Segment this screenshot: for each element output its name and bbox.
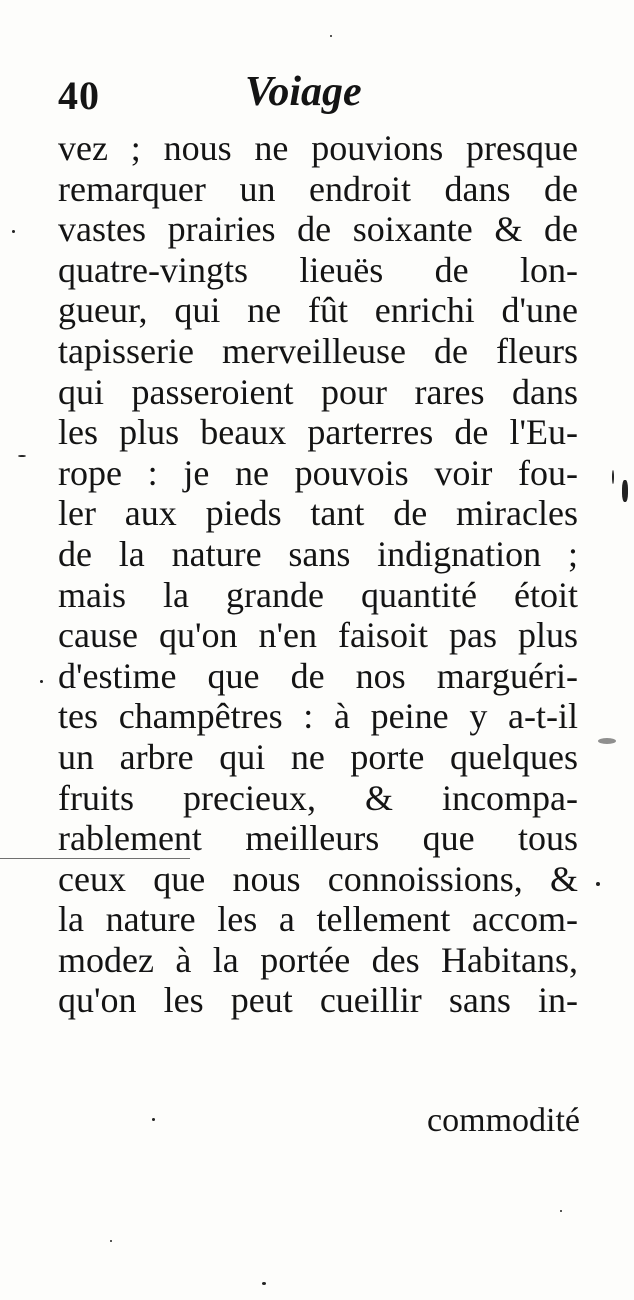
text-line: remarquer un endroit dans de [58,168,578,209]
text-line: qui passeroient pour rares dans [58,371,578,412]
text-line: fruits precieux, & incompa- [58,777,578,818]
scan-speck [152,1118,155,1121]
text-line: quatre-vingts lieuës de lon- [58,249,578,290]
scan-speck [330,35,332,37]
text-line: de la nature sans indignation ; [58,533,578,574]
scan-speck [18,455,26,457]
text-line: cause qu'on n'en faisoit pas plus [58,615,578,656]
catchword: commodité [427,1102,580,1139]
text-line: qu'on les peut cueillir sans in- [58,980,578,1021]
text-line: un arbre qui ne porte quelques [58,736,578,777]
scan-speck [40,680,43,683]
text-line: la nature les a tellement accom- [58,899,578,940]
text-line: mais la grande quantité étoit [58,574,578,615]
printed-rule [0,858,190,859]
scan-speck [12,230,15,233]
text-line: rope : je ne pouvois voir fou- [58,452,578,493]
scan-speck [612,470,614,484]
text-line: d'estime que de nos marguéri- [58,655,578,696]
page-number: 40 [58,73,100,118]
scan-speck [560,1210,562,1212]
text-line: vastes prairies de soixante & de [58,209,578,250]
text-line: tes champêtres : à peine y a-t-il [58,696,578,737]
scan-speck [110,1240,112,1242]
text-line: ceux que nous connoissions, & [58,858,578,899]
scan-speck [596,882,600,886]
scan-speck [262,1282,266,1285]
text-line: vez ; nous ne pouvions presque [58,128,578,168]
text-line: modez à la portée des Habitans, [58,939,578,980]
scan-speck [598,738,616,744]
text-line: les plus beaux parterres de l'Eu- [58,412,578,453]
body-text [58,128,578,1021]
text-line: ler aux pieds tant de miracles [58,493,578,534]
scan-speck [622,480,628,502]
text-line: rablement meilleurs que tous [58,818,578,859]
running-head: Voiage [245,69,362,115]
text-line: gueur, qui ne fût enrichi d'une [58,290,578,331]
text-line: tapisserie merveilleuse de fleurs [58,330,578,371]
